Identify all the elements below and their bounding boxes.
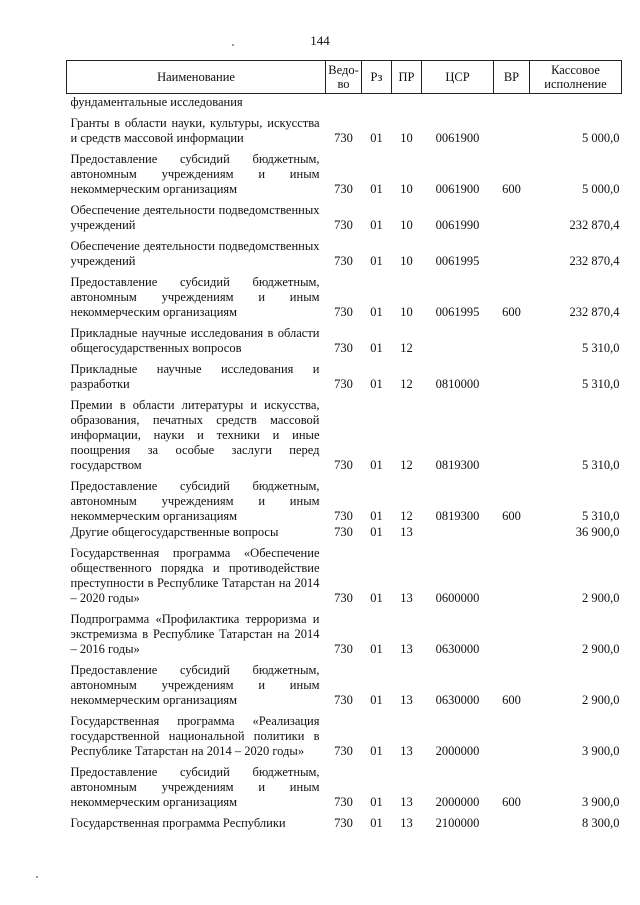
row-ved: 730 <box>334 305 353 319</box>
row-csr: 0061900 <box>435 182 480 196</box>
row-sum <box>530 94 622 111</box>
scan-speck <box>232 44 234 46</box>
table-row <box>67 708 622 759</box>
row-sum: 8 300,0 <box>582 816 620 830</box>
row-name: Предоставление субсидий бюджетным, автономным учреждениям и иным некоммерческим организациям <box>70 275 320 319</box>
row-pr: 13 <box>400 591 413 605</box>
row-sum: 232 870,4 <box>569 218 620 232</box>
row-csr: 0810000 <box>435 377 480 391</box>
row-rz: 01 <box>370 131 383 145</box>
row-csr: 0630000 <box>435 642 480 656</box>
row-csr: 2000000 <box>435 744 480 758</box>
row-vr: 600 <box>502 305 521 319</box>
row-pr: 12 <box>400 458 413 472</box>
row-ved: 730 <box>334 218 353 232</box>
table-row <box>67 110 622 146</box>
row-name: Государственная программа «Обеспечение общественного порядка и противодействие преступности в Республике Татарстан на 2014 – 2020 годы» <box>70 546 320 605</box>
row-pr: 10 <box>400 305 413 319</box>
row-csr: 0061990 <box>435 218 480 232</box>
row-name: Прикладные научные исследования и разработки <box>70 362 320 391</box>
budget-table <box>66 60 622 831</box>
header-vr: ВР <box>494 61 530 94</box>
row-name: Обеспечение деятельности подведомственных учреждений <box>70 203 320 232</box>
table-row <box>67 524 622 540</box>
row-rz: 01 <box>370 816 383 830</box>
row-rz: 01 <box>370 693 383 707</box>
table-row <box>67 356 622 392</box>
row-name: Предоставление субсидий бюджетным, автономным учреждениям и иным некоммерческим организациям <box>70 479 320 523</box>
row-csr: 0600000 <box>435 591 480 605</box>
row-pr: 13 <box>400 744 413 758</box>
row-csr <box>422 94 494 111</box>
header-sum: Кассовое исполнение <box>530 61 622 94</box>
row-sum: 5 310,0 <box>582 341 620 355</box>
table-row <box>67 197 622 233</box>
row-pr: 13 <box>400 525 413 539</box>
row-name: Предоставление субсидий бюджетным, автономным учреждениям и иным некоммерческим организациям <box>70 152 320 196</box>
row-name: Подпрограмма «Профилактика терроризма и экстремизма в Республике Татарстан на 2014 – 2016 годы» <box>70 612 320 656</box>
row-ved: 730 <box>334 591 353 605</box>
row-ved: 730 <box>334 816 353 830</box>
row-csr: 0061900 <box>435 131 480 145</box>
row-name: Прикладные научные исследования в области общегосударственных вопросов <box>70 326 320 355</box>
row-sum: 2 900,0 <box>582 591 620 605</box>
row-sum: 5 310,0 <box>582 458 620 472</box>
row-rz: 01 <box>370 795 383 809</box>
row-rz: 01 <box>370 509 383 523</box>
row-ved: 730 <box>334 525 353 539</box>
row-csr <box>422 524 494 540</box>
row-pr: 12 <box>400 377 413 391</box>
row-vr <box>494 94 530 111</box>
table-row <box>67 759 622 810</box>
row-ved: 730 <box>334 744 353 758</box>
row-pr: 10 <box>400 182 413 196</box>
row-csr: 0630000 <box>435 693 480 707</box>
row-vr: 600 <box>502 509 521 523</box>
row-vr <box>494 197 530 233</box>
row-pr: 13 <box>400 642 413 656</box>
table-row <box>67 810 622 831</box>
row-vr <box>494 540 530 606</box>
row-csr: 0061995 <box>435 305 480 319</box>
row-sum: 5 310,0 <box>582 377 620 391</box>
row-csr <box>422 320 494 356</box>
row-vr <box>494 810 530 831</box>
row-name: Другие общегосударственные вопросы <box>70 525 279 539</box>
row-sum: 5 000,0 <box>582 131 620 145</box>
row-vr: 600 <box>502 182 521 196</box>
table-row <box>67 392 622 473</box>
row-pr: 13 <box>400 816 413 830</box>
row-sum: 5 000,0 <box>582 182 620 196</box>
row-rz: 01 <box>370 744 383 758</box>
row-ved: 730 <box>334 795 353 809</box>
row-vr <box>494 110 530 146</box>
table-header-row <box>67 61 622 94</box>
row-ved: 730 <box>334 509 353 523</box>
table-row <box>67 94 622 111</box>
row-rz: 01 <box>370 458 383 472</box>
row-pr: 12 <box>400 509 413 523</box>
row-rz: 01 <box>370 591 383 605</box>
row-pr: 12 <box>400 341 413 355</box>
row-rz: 01 <box>370 341 383 355</box>
row-pr: 10 <box>400 218 413 232</box>
row-sum: 232 870,4 <box>569 254 620 268</box>
row-sum: 232 870,4 <box>569 305 620 319</box>
row-pr <box>392 94 422 111</box>
table-row <box>67 473 622 524</box>
row-rz: 01 <box>370 377 383 391</box>
row-sum: 3 900,0 <box>582 744 620 758</box>
page-number: 144 <box>310 33 330 48</box>
row-sum: 2 900,0 <box>582 642 620 656</box>
row-rz <box>362 94 392 111</box>
table-row <box>67 233 622 269</box>
table-row <box>67 657 622 708</box>
row-name: Гранты в области науки, культуры, искусства и средств массовой информации <box>70 116 320 145</box>
row-csr: 0061995 <box>435 254 480 268</box>
row-pr: 10 <box>400 254 413 268</box>
row-sum: 5 310,0 <box>582 509 620 523</box>
header-ved: Ведо- во <box>326 61 362 94</box>
scan-speck <box>36 876 38 878</box>
row-pr: 10 <box>400 131 413 145</box>
row-name: Премии в области литературы и искусства, образования, печатных средств массовой информации, науки и техники и иные поощрения за особые заслуги перед государством <box>70 398 320 472</box>
row-ved: 730 <box>334 642 353 656</box>
header-rz: Рз <box>362 61 392 94</box>
header-csr: ЦСР <box>422 61 494 94</box>
row-ved: 730 <box>334 377 353 391</box>
header-name: Наименование <box>67 61 326 94</box>
row-csr: 0819300 <box>435 458 480 472</box>
row-ved: 730 <box>334 182 353 196</box>
row-vr <box>494 524 530 540</box>
row-sum: 36 900,0 <box>575 525 620 539</box>
row-rz: 01 <box>370 642 383 656</box>
row-vr <box>494 356 530 392</box>
row-name: Государственная программа Республики <box>70 816 286 830</box>
row-vr <box>494 233 530 269</box>
row-rz: 01 <box>370 218 383 232</box>
row-name: Государственная программа «Реализация государственной национальной политики в Республике Татарстан на 2014 – 2020 годы» <box>70 714 320 758</box>
header-pr: ПР <box>392 61 422 94</box>
row-name: Предоставление субсидий бюджетным, автономным учреждениям и иным некоммерческим организациям <box>70 765 320 809</box>
row-vr <box>494 606 530 657</box>
row-rz: 01 <box>370 525 383 539</box>
row-vr: 600 <box>502 693 521 707</box>
table-row <box>67 146 622 197</box>
row-pr: 13 <box>400 693 413 707</box>
row-rz: 01 <box>370 305 383 319</box>
row-name: Обеспечение деятельности подведомственных учреждений <box>70 239 320 268</box>
row-ved: 730 <box>334 458 353 472</box>
table-row <box>67 540 622 606</box>
row-vr <box>494 708 530 759</box>
row-csr: 2100000 <box>435 816 480 830</box>
row-ved: 730 <box>334 693 353 707</box>
table-row <box>67 320 622 356</box>
row-vr: 600 <box>502 795 521 809</box>
row-ved <box>326 94 362 111</box>
row-sum: 2 900,0 <box>582 693 620 707</box>
row-csr: 2000000 <box>435 795 480 809</box>
row-csr: 0819300 <box>435 509 480 523</box>
row-ved: 730 <box>334 341 353 355</box>
table-row <box>67 606 622 657</box>
row-vr <box>494 392 530 473</box>
table-row <box>67 269 622 320</box>
row-vr <box>494 320 530 356</box>
row-rz: 01 <box>370 254 383 268</box>
row-ved: 730 <box>334 254 353 268</box>
row-pr: 13 <box>400 795 413 809</box>
row-ved: 730 <box>334 131 353 145</box>
row-sum: 3 900,0 <box>582 795 620 809</box>
row-rz: 01 <box>370 182 383 196</box>
row-name: Предоставление субсидий бюджетным, автономным учреждениям и иным некоммерческим организациям <box>70 663 320 707</box>
row-name: фундаментальные исследования <box>70 95 243 109</box>
